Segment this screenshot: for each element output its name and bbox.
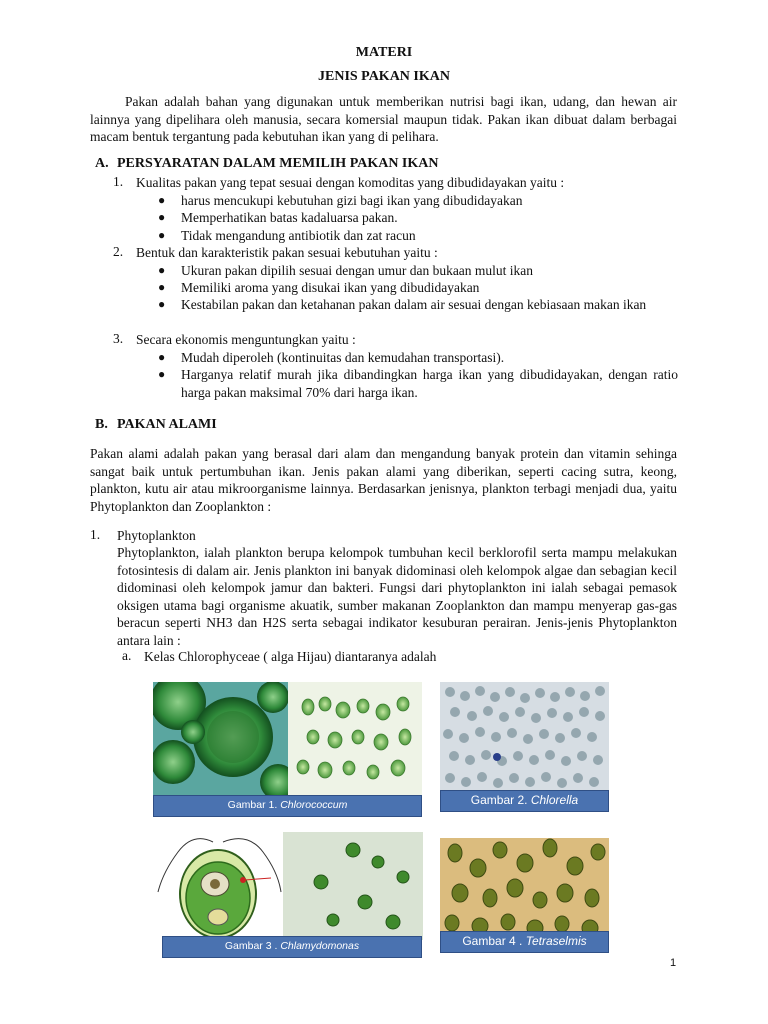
phytoplankton-paragraph: Phytoplankton, ialah plankton berupa kelompok tumbuhan kecil berklorofil serta mampu melakukan fotosintesis di dalam air. Jenis plankton ini banyak didominasi oleh kelompok algae dan sebagian kecil didominasi oleh kelompok jamur dan bakteri. Fungsi dari phytoplankton ini ialah sebagai pemasok oksigen utama bagi organisme akuatik, sumber makanan Zooplankton dan mampu menyerap gas-gas beracun seperti NH3 dan H2S serta sebagai indikator kesuburan perairan. Jenis-jenis Phytoplankton antara lain :: [117, 545, 677, 648]
chlamydomonas-image: [153, 832, 423, 940]
bullet-item: Ukuran pakan dipilih sesuai dengan umur dan bukaan mulut ikan: [181, 263, 534, 278]
bullet-item: Kestabilan pakan dan ketahanan pakan dalam air sesuai dengan kebiasaan makan ikan: [181, 297, 647, 312]
section-a-title: PERSYARATAN DALAM MEMILIH PAKAN IKAN: [117, 156, 439, 171]
list-number: 1.: [113, 174, 124, 189]
intro-paragraph: Pakan adalah bahan yang digunakan untuk memberikan nutrisi bagi ikan, udang, dan hewan air lainnya yang dipelihara oleh manusia, secara komersial maupun tidak. Pakan ikan dibuat dalam berbagai macam bentuk tergantung pada kebutuhan ikan yang di pelihara.: [90, 94, 677, 144]
list-item: Kualitas pakan yang tepat sesuai dengan komoditas yang dibudidayakan yaitu :: [136, 175, 565, 190]
bullet-icon: ●: [158, 210, 166, 224]
list-letter: a.: [122, 648, 132, 663]
figure-2-caption: [440, 790, 609, 812]
chlorococcum-image: [153, 682, 422, 797]
bullet-icon: ●: [158, 228, 166, 242]
caption-prefix: Gambar 1.: [227, 799, 278, 811]
tetraselmis-image: [440, 838, 609, 933]
doc-title: MATERI: [355, 45, 413, 60]
chlorella-image: [440, 682, 609, 792]
section-b-title: PAKAN ALAMI: [117, 417, 217, 432]
subsection-title: Phytoplankton: [117, 528, 196, 543]
list-number: 3.: [113, 331, 124, 346]
caption-species: Chlamydomonas: [280, 940, 360, 952]
bullet-icon: ●: [158, 350, 166, 364]
bullet-icon: ●: [158, 280, 166, 294]
list-number: 1.: [90, 527, 101, 542]
bullet-icon: ●: [158, 263, 166, 277]
bullet-item: Mudah diperoleh (kontinuitas dan kemudahan transportasi).: [181, 350, 505, 365]
list-number: 2.: [113, 244, 124, 259]
figure-4-caption: [440, 931, 609, 953]
section-a-marker: A.: [95, 156, 109, 171]
caption-species: Chlorococcum: [280, 799, 348, 811]
caption-prefix: Gambar 2.: [470, 793, 528, 807]
doc-subtitle: JENIS PAKAN IKAN: [318, 69, 450, 84]
caption-species: Chlorella: [530, 793, 579, 807]
figure-3-caption: [162, 936, 422, 958]
figure-1-caption: [153, 795, 422, 817]
page-number: 1: [670, 957, 677, 969]
bullet-item: Memiliki aroma yang disukai ikan yang dibudidayakan: [181, 280, 480, 295]
bullet-item: Tidak mengandung antibiotik dan zat racun: [181, 228, 416, 243]
section-b-marker: B.: [95, 417, 108, 432]
caption-prefix: Gambar 3 .: [224, 940, 278, 952]
list-item: Bentuk dan karakteristik pakan sesuai kebutuhan yaitu :: [136, 245, 438, 260]
bullet-icon: ●: [158, 193, 166, 207]
section-b-paragraph: Pakan alami adalah pakan yang berasal dari alam dan mengandung banyak protein dan vitamin sehinga sangat baik untuk pertumbuhan ikan. Jenis pakan alami yang diberikan, seperti cacing sutra, keong, plankton, kutu air atau mikroorganisme lainnya. Berdasarkan jenisnya, plankton terbagi menjadi dua, yaitu Phytoplankton dan Zooplankton :: [90, 446, 677, 514]
bullet-icon: ●: [158, 297, 166, 311]
list-item: Kelas Chlorophyceae ( alga Hijau) diantaranya adalah: [144, 649, 437, 664]
bullet-item: Memperhatikan batas kadaluarsa pakan.: [181, 210, 398, 225]
bullet-icon: ●: [158, 367, 166, 381]
bullet-item: Harganya relatif murah jika dibandingkan harga ikan yang dibudidayakan, dengan ratio harga pakan maksimal 70% dari harga ikan.: [181, 367, 678, 400]
bullet-item: harus mencukupi kebutuhan gizi bagi ikan yang dibudidayakan: [181, 193, 523, 208]
caption-species: Tetraselmis: [525, 934, 587, 948]
list-item: Secara ekonomis menguntungkan yaitu :: [136, 332, 356, 347]
caption-prefix: Gambar 4 .: [462, 934, 523, 948]
